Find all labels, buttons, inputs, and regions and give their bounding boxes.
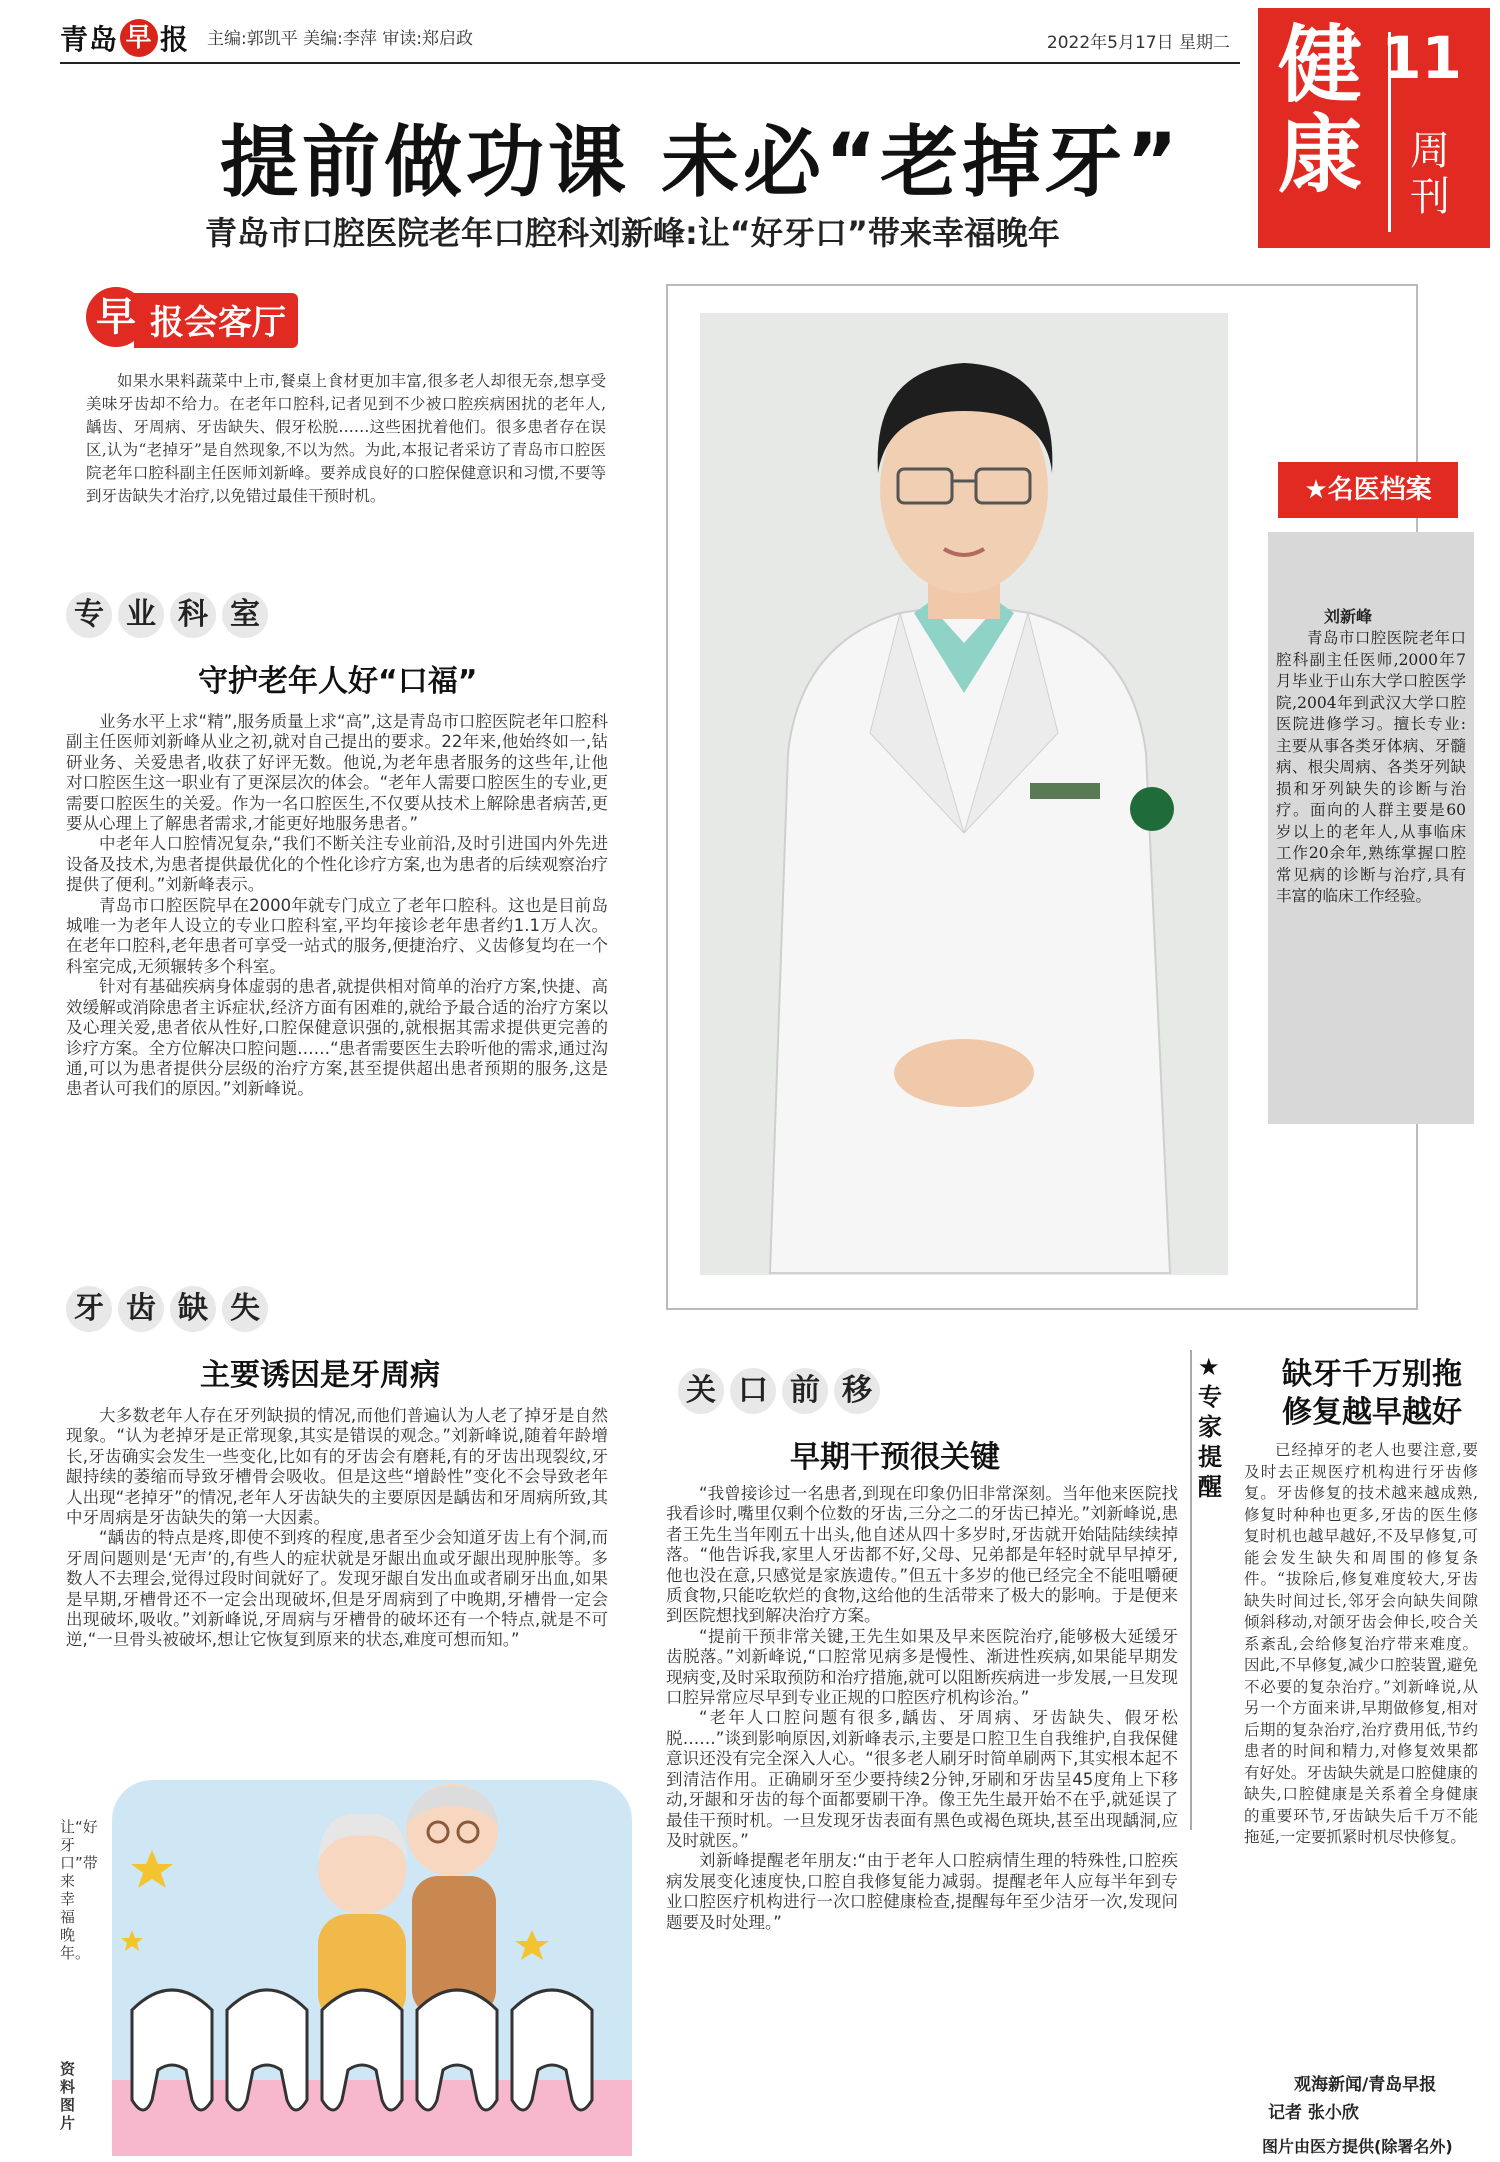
profile-name: 刘新峰 — [1324, 607, 1373, 626]
newspaper-logo — [60, 18, 189, 58]
byline-outlet: 观海新闻/青岛早报 — [1294, 2075, 1437, 2095]
tag-char: 业 — [118, 592, 164, 638]
byline-reporter: 记者 张小欣 — [1268, 2103, 1359, 2123]
masthead-rule — [60, 62, 1240, 64]
intro-paragraph: 如果水果料蔬菜中上市,餐桌上食材更加丰富,很多老人却很无奈,想享受美味牙齿却不给力。在老年口腔科,记者见到不少被口腔疾病困扰的老年人,龋齿、牙周病、牙齿缺失、假牙松脱……这些困扰着他们。很多患者存在误区,认为“老掉牙”是自然现象,不以为然。为此,本报记者采访了青岛市口腔医院老年口腔科副主任医师刘新峰。要养成良好的口腔保健意识和习惯,不要等到牙齿缺失才治疗,以免错过最佳干预时机。 — [86, 372, 606, 505]
paragraph: 大多数老年人存在牙列缺损的情况,而他们普遍认为人老了掉牙是自然现象。“认为老掉牙是正常现象,其实是错误的观念。”刘新峰说,随着年龄增长,牙齿确实会发生一些变化,比如有的牙齿会有磨耗,有的牙齿出现裂纹,牙龈持续的萎缩而导致牙槽骨会吸收。但是这些“增龄性”变化不会导致老年人出现“老掉牙”的情况,老年人牙齿缺失的主要原因是龋齿和牙周病所致,其中牙周病是牙齿缺失的第一大因素。 — [66, 1406, 608, 1528]
section-tag-professional — [66, 592, 268, 638]
paragraph: “提前干预非常关键,王先生如果及早来医院治疗,能够极大延缓牙齿脱落。”刘新峰说,“口腔常见病多是慢性、渐进性疾病,如果能早期发现病变,及时采取预防和治疗措施,就可以阻断疾病进一步发展,一旦发现口腔异常应尽早到专业正规的口腔医疗机构诊治。” — [666, 1626, 1178, 1708]
paragraph: “我曾接诊过一名患者,到现在印象仍旧非常深刻。当年他来医院找我看诊时,嘴里仅剩个位数的牙齿,三分之二的牙齿已掉光。”刘新峰说,患者王先生当年刚五十出头,他自述从四十多岁时,牙齿就开始陆陆续续掉落。“他告诉我,家里人牙齿都不好,父母、兄弟都是年轻时就早早掉牙,他也没在意,只感觉是家族遗传。”但五十多岁的他已经完全不能咀嚼硬质食物,只能吃软烂的食物,这给他的生活带来了极大的影响。于是便来到医院想找到解决治疗方案。 — [666, 1484, 1178, 1626]
expert-body — [1244, 1440, 1478, 1849]
clasped-hands — [894, 1039, 1034, 1107]
paragraph: 业务水平上求“精”,服务质量上求“高”,这是青岛市口腔医院老年口腔科副主任医师刘新峰从业之初,就对自己提出的要求。22年来,他始终如一,钻研业务、关爱患者,收获了好评无数。他说,为老年患者服务的这些年,让他对口腔医生这一职业有了更深层次的体会。“老年人需要口腔医生的专业,更需要口腔医生的关爱。作为一名口腔医生,不仅要从技术上解除患者病苦,更要从心理上了解患者需求,才能更好地服务患者。” — [66, 712, 608, 834]
paragraph: 青岛市口腔医院早在2000年就专门成立了老年口腔科。这也是目前岛城唯一为老年人设立的专业口腔科室,平均年接诊老年患者约1.1万人次。在老年口腔科,老年患者可享受一站式的服务,便捷治疗、义齿修复均在一个科室完成,无须辗转多个科室。 — [66, 895, 608, 976]
profile-text: 青岛市口腔医院老年口腔科副主任医师,2000年7月毕业于山东大学口腔医学院,2004年到武汉大学口腔医院进修学习。擅长专业:主要从事各类牙体病、牙髓病、根尖周病、各类牙列缺损和牙列缺失的诊断与治疗。面向的人群主要是60岁以上的老年人,从事临床工作20余年,熟练掌握口腔常见病的诊断与治疗,具有丰富的临床工作经验。 — [1276, 629, 1466, 905]
photo-credit: 图片由医方提供(除署名外) — [1262, 2137, 1453, 2156]
issue-date: 2022年5月17日 星期二 — [1046, 33, 1230, 53]
paragraph: 刘新峰提醒老年朋友:“由于老年人口腔病情生理的特殊性,口腔疾病发展变化速度快,口腔自我修复能力减弱。提醒老年人应每半年到专业口腔医疗机构进行一次口腔健康检查,提醒每年至少洁牙一次,发现问题要及时处理。” — [666, 1851, 1178, 1932]
expert-label: ★专家提醒 — [1198, 1353, 1222, 1501]
section-name: 健康 — [1278, 15, 1363, 204]
section-tag-tooth-loss — [66, 1286, 268, 1332]
illustration-credit: 资料图片 — [60, 2060, 76, 2132]
elderly-couple-teeth-illustration — [112, 1780, 632, 2156]
tag-char: 失 — [222, 1286, 268, 1332]
paragraph: “龋齿的特点是疼,即使不到疼的程度,患者至少会知道牙齿上有个洞,而牙周问题则是‘无声’的,有些人的症状就是牙龈出血或牙龈出现肿胀等。多数人不去理会,觉得过段时间就好了。发现牙龈自发出血或者刷牙出血,如果是早期,牙槽骨还不一定会出现破坏,但是牙周病到了中晚期,牙槽骨一定会出现破坏,吸收。”刘新峰说,牙周病与牙槽骨的破坏还有一个特点,就是不可逆,“一旦骨头被破坏,想让它恢复到原来的状态,难度可想而知。” — [66, 1528, 608, 1650]
section-tag-prevention — [678, 1368, 880, 1414]
subheadline: 青岛市口腔医院老年口腔科刘新峰:让“好牙口”带来幸福晚年 — [205, 214, 1060, 252]
headline: 提前做功课 未必“老掉牙” — [220, 118, 1182, 208]
section-weekly-label: 周刊 — [1410, 128, 1450, 220]
expert-divider — [1190, 1350, 1192, 1830]
doctor-portrait-photo — [700, 313, 1228, 1275]
section-title-1: 守护老年人好“口福” — [198, 664, 478, 699]
column-badge — [86, 285, 324, 349]
section-title-3: 早期干预很关键 — [790, 1440, 1000, 1475]
name-embroidery — [1030, 783, 1100, 799]
doctor-profile-box — [1268, 532, 1474, 1124]
tag-char: 科 — [170, 592, 216, 638]
white-coat — [770, 603, 1170, 1273]
column-badge-label: 报会客厅 — [134, 293, 298, 348]
logo-text-bao: 报 — [160, 23, 190, 56]
profile-tag: ★名医档案 — [1278, 462, 1458, 518]
column-badge-circle: 早 — [86, 287, 146, 347]
expert-title — [1262, 1356, 1482, 1432]
tag-char: 室 — [222, 592, 268, 638]
expert-title-line: 缺牙千万别拖 — [1282, 1357, 1462, 1392]
paragraph: 中老年人口腔情况复杂,“我们不断关注专业前沿,及时引进国内外先进设备及技术,为患者提供最优化的个性化诊疗方案,也为患者的后续观察治疗提供了便利。”刘新峰表示。 — [66, 834, 608, 895]
illustration-caption: 让“好牙口”带来幸福晚年。 — [60, 1818, 98, 1962]
paragraph: 针对有基础疾病身体虚弱的患者,就提供相对简单的治疗方案,快捷、高效缓解或消除患者主诉症状,经济方面有困难的,就给予最合适的治疗方案以及心理关爱,患者依从性好,口腔保健意识强的,就根据其需求提供更完善的诊疗方案。全方位解决口腔问题……“患者需要医生去聆听他的需求,通过沟通,可以为患者提供分层级的治疗方案,甚至提供超出患者预期的服务,这是患者认可我们的原因。”刘新峰说。 — [66, 977, 608, 1099]
hospital-emblem-icon — [1130, 787, 1174, 831]
section-body-2 — [66, 1406, 608, 1651]
editor-credits: 主编:郭凯平 美编:李萍 审读:郑启政 — [207, 29, 474, 49]
tag-char: 移 — [834, 1368, 880, 1414]
tag-char: 齿 — [118, 1286, 164, 1332]
page-number: 11 — [1381, 24, 1462, 92]
expert-title-line: 修复越早越好 — [1282, 1395, 1462, 1430]
logo-text-qingdao: 青岛 — [60, 23, 119, 56]
tag-char: 口 — [730, 1368, 776, 1414]
section-body-1 — [66, 712, 608, 1100]
section-badge — [1258, 8, 1490, 248]
section-title-2: 主要诱因是牙周病 — [200, 1358, 440, 1393]
tag-char: 专 — [66, 592, 112, 638]
paragraph: “老年人口腔问题有很多,龋齿、牙周病、牙齿缺失、假牙松脱……”谈到影响原因,刘新峰表示,主要是口腔卫生自我维护,自我保健意识还没有完全深入人心。“很多老人刷牙时简单刷两下,其实根本起不到清洁作用。正确刷牙至少要持续2分钟,牙刷和牙齿呈45度角上下移动,牙龈和牙齿的每个面都要刷干净。像王先生最开始不在乎,就延误了最佳干预时机。一旦发现牙齿表面有黑色或褐色斑块,甚至出现龋洞,应及时就医。” — [666, 1708, 1178, 1850]
intro-block — [86, 370, 606, 508]
tag-char: 前 — [782, 1368, 828, 1414]
tag-char: 缺 — [170, 1286, 216, 1332]
logo-zao-circle: 早 — [120, 19, 158, 57]
masthead — [60, 18, 1240, 58]
tag-char: 关 — [678, 1368, 724, 1414]
doctor-portrait-figure — [700, 313, 1228, 1275]
tag-char: 牙 — [66, 1286, 112, 1332]
expert-paragraph: 已经掉牙的老人也要注意,要及时去正规医疗机构进行牙齿修复。牙齿修复的技术越来越成熟,修复时种种也更多,牙齿的医生修复时机也越早越好,不及早修复,可能会发生缺失和周围的修复条件。“拔除后,修复难度较大,牙齿缺失时间过长,邻牙会向缺失间隙倾斜移动,对颌牙齿会伸长,咬合关系紊乱,会给修复治疗带来难度。因此,不早修复,减少口腔装置,避免不必要的复杂治疗。”刘新峰说,从另一个方面来讲,早期做修复,相对后期的复杂治疗,治疗费用低,节约患者的时间和精力,对修复效果都有好处。牙齿缺失就是口腔健康的缺失,口腔健康是关系着全身健康的重要环节,牙齿缺失后千万不能拖延,一定要抓紧时机尽快修复。 — [1244, 1441, 1478, 1846]
section-body-3 — [666, 1484, 1178, 1933]
